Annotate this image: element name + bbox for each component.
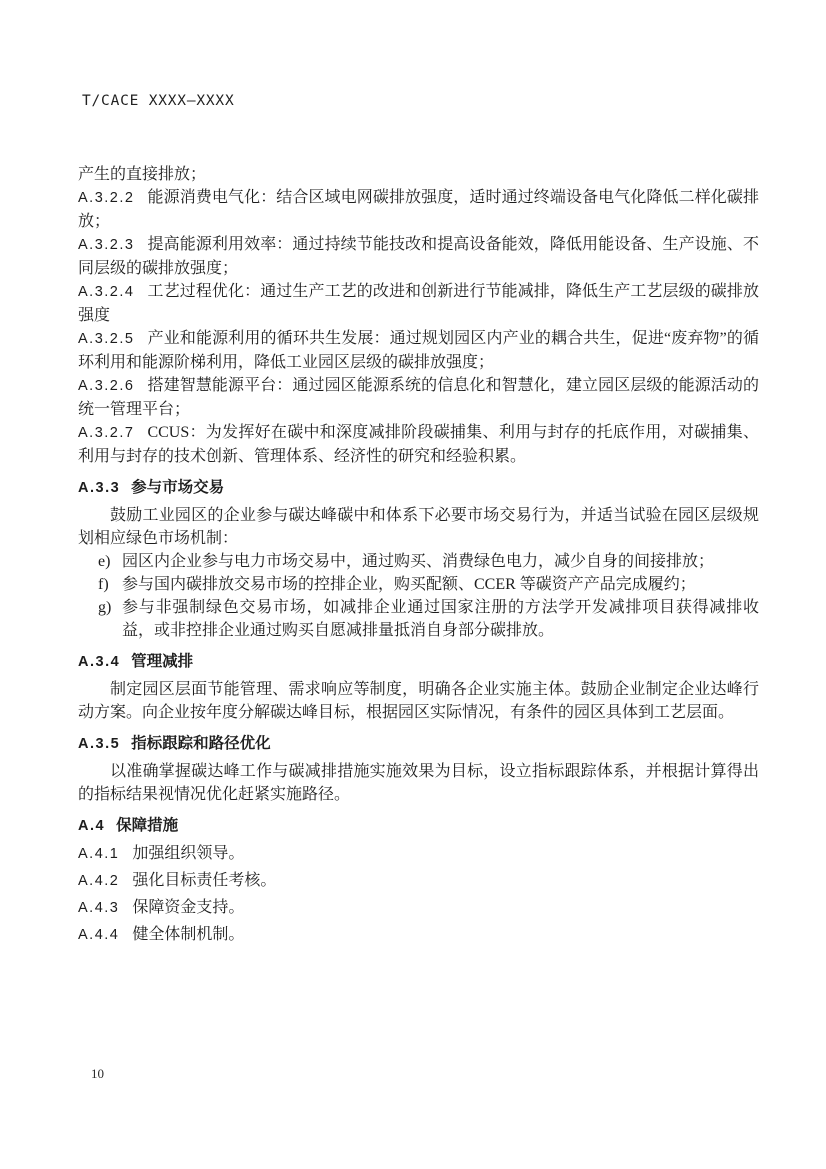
clause-text: CCUS：为发挥好在碳中和深度减排阶段碳捕集、利用与封存的托底作用，对碳捕集、利用与封存的技术创新、管理体系、经济性的研究和经验积累。 (78, 424, 759, 465)
intro-continuation-line: 产生的直接排放； (78, 166, 207, 183)
list-item-e (98, 550, 759, 573)
section-heading-a33 (78, 476, 759, 500)
section-title: 保障措施 (116, 817, 179, 834)
clause-a326 (78, 374, 759, 421)
list-item-label: g) (98, 599, 112, 616)
section-a34-paragraph: 制定园区层面节能管理、需求响应等制度，明确各企业实施主体。鼓励企业制定企业达峰行动方案。向企业按年度分解碳达峰目标，根据园区实际情况，有条件的园区具体到工艺层面。 (78, 681, 759, 721)
page-number: 10 (91, 1066, 104, 1081)
clause-label: A.3.2.4 (78, 284, 135, 300)
clause-text: 搭建智慧能源平台：通过园区能源系统的信息化和智慧化，建立园区层级的能源活动的统一管理平台； (78, 377, 759, 418)
clause-text: 提高能源利用效率：通过持续节能技改和提高设备能效，降低用能设备、生产设施、不同层级的碳排放强度； (78, 236, 759, 277)
section-label: A.3.4 (78, 654, 121, 670)
list-item-text: 参与国内碳排放交易市场的控排企业，购买配额、CCER 等碳资产产品完成履约； (122, 576, 696, 593)
clause-label: A.4.3 (78, 900, 120, 916)
clause-label: A.3.2.3 (78, 237, 135, 253)
section-title: 管理减排 (131, 653, 194, 670)
list-item-f (98, 573, 759, 596)
clause-text: 产业和能源利用的循环共生发展：通过规划园区内产业的耦合共生，促进“废弃物”的循环利用和能源阶梯利用，降低工业园区层级的碳排放强度； (78, 330, 759, 371)
clause-a322 (78, 186, 759, 233)
list-item-label: e) (98, 553, 111, 570)
section-a35-paragraph: 以准确掌握碳达峰工作与碳减排措施实施效果为目标，设立指标跟踪体系，并根据计算得出的指标结果视情况优化赶紧实施路径。 (78, 763, 759, 803)
list-item-text: 参与非强制绿色交易市场，如减排企业通过国家注册的方法学开发减排项目获得减排收益，或非控排企业通过购买自愿减排量抵消自身部分碳排放。 (122, 599, 759, 639)
section-title: 参与市场交易 (131, 479, 225, 496)
clause-text: 加强组织领导。 (132, 845, 245, 862)
clause-a43 (78, 896, 759, 920)
clause-label: A.3.2.2 (78, 190, 135, 206)
section-heading-a35 (78, 732, 759, 756)
clause-a44 (78, 923, 759, 947)
clause-a323 (78, 233, 759, 280)
clause-text: 强化目标责任考核。 (132, 872, 277, 889)
section-heading-a4 (78, 814, 759, 838)
clause-a325 (78, 327, 759, 374)
clause-label: A.3.2.7 (78, 425, 135, 441)
standard-number-header: T/CACE XXXX—XXXX (82, 93, 235, 109)
clause-text: 保障资金支持。 (132, 899, 245, 916)
list-item-g (98, 596, 759, 642)
clause-text: 能源消费电气化：结合区域电网碳排放强度，适时通过终端设备电气化降低二样化碳排放； (78, 189, 759, 230)
clause-label: A.3.2.6 (78, 378, 135, 394)
list-item-label: f) (98, 576, 109, 593)
section-label: A.3.3 (78, 480, 121, 496)
clause-text: 工艺过程优化：通过生产工艺的改进和创新进行节能减排，降低生产工艺层级的碳排放强度 (78, 283, 759, 324)
clause-label: A.4.1 (78, 846, 120, 862)
section-label: A.3.5 (78, 736, 121, 752)
clause-label: A.4.4 (78, 927, 120, 943)
clause-a327 (78, 421, 759, 468)
section-a33-paragraph: 鼓励工业园区的企业参与碳达峰碳中和体系下必要市场交易行为，并适当试验在园区层级规划相应绿色市场机制： (78, 507, 759, 547)
section-label: A.4 (78, 818, 106, 834)
list-item-text: 园区内企业参与电力市场交易中，通过购买、消费绿色电力，减少自身的间接排放； (122, 553, 715, 570)
clause-a42 (78, 869, 759, 893)
clause-a324 (78, 280, 759, 327)
clause-label: A.4.2 (78, 873, 120, 889)
clause-text: 健全体制机制。 (132, 926, 245, 943)
market-trade-list (98, 550, 759, 642)
section-title: 指标跟踪和路径优化 (131, 735, 271, 752)
page-body (78, 163, 759, 950)
section-heading-a34 (78, 650, 759, 674)
clause-label: A.3.2.5 (78, 331, 135, 347)
clause-a41 (78, 842, 759, 866)
